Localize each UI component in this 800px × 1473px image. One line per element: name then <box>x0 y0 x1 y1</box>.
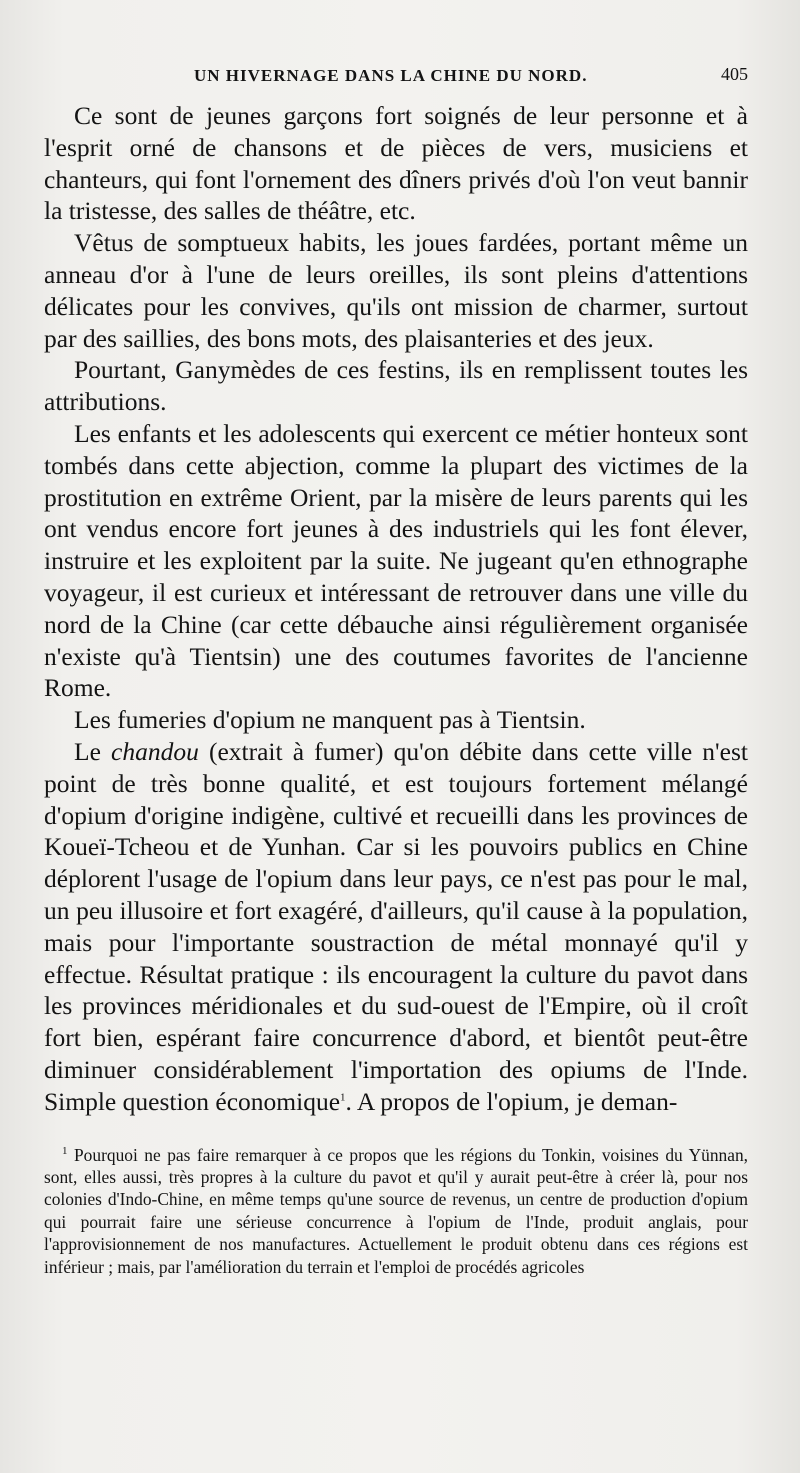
footnote-text: Pourquoi ne pas faire remarquer à ce propos que les régions du Tonkin, voisines du Yünnan, sont, elles aussi, très propres à la culture du pavot et qu'il y aurait peut-être à créer là, pour nos colonies d'Indo-Chine, en même temps qu'une source de revenus, un centre de production d'opium qui pourrait faire une sérieuse concurrence à l'opium de l'Inde, produit anglais, pour l'approvisionnement de nos manufactures. Actuellement le produit obtenu dans ces régions est inférieur ; mais, par l'amélioration du terrain et l'emploi de procédés agricoles <box>44 1144 748 1277</box>
main-text <box>44 100 748 1118</box>
paragraph: Pourtant, Ganymèdes de ces festins, ils en remplissent toutes les attributions. <box>44 355 748 417</box>
paragraph: Les fumeries d'opium ne manquent pas à Tientsin. <box>74 705 586 735</box>
text-run: Le <box>74 736 112 766</box>
text-run: . A propos de l'opium, je deman- <box>345 1086 678 1116</box>
paragraph: Les enfants et les adolescents qui exercent ce métier honteux sont tombés dans cette abjection, comme la plupart des victimes de la prostitution en extrême Orient, par la misère de leurs parents qui les ont vendus encore fort jeunes à des industriels qui les font élever, instruire et les exploitent par la suite. Ne jugeant qu'en ethnographe voyageur, il est curieux et intéressant de retrouver dans une ville du nord de la Chine (car cette débauche ainsi régulièrement organisée n'existe qu'à Tientsin) une des coutumes favorites de l'ancienne Rome. <box>44 418 748 703</box>
page-header <box>44 60 748 100</box>
paragraph: Ce sont de jeunes garçons fort soignés de leur personne et à l'esprit orné de chansons et de pièces de vers, musiciens et chanteurs, qui font l'ornement des dîners privés d'où l'on veut bannir la tristesse, des salles de théâtre, etc. <box>44 101 748 226</box>
page-number: 405 <box>721 64 748 84</box>
italic-term: chandou <box>111 736 199 766</box>
text-run: (extrait à fumer) qu'on débite dans cette ville n'est point de très bonne qualité, et est toujours fortement mélangé d'opium d'origine indigène, cultivé et recueilli dans les provinces de Koueï-Tcheou et de Yunhan. Car si les pouvoirs publics en Chine déplorent l'usage de l'opium dans leur pays, ce n'est pas pour le mal, un peu illusoire et fort exagéré, d'ailleurs, qu'il cause à la population, mais pour l'importante soustraction de métal monnayé qu'il y effectue. Résultat pratique : ils encouragent la culture du pavot dans les provinces méridionales et du sud-ouest de l'Empire, où il croît fort bien, espérant faire concurrence d'abord, et bientôt peut-être diminuer considérablement l'importation des opiums de l'Inde. Simple question économique <box>44 736 748 1116</box>
footnotes <box>44 1144 748 1278</box>
running-head: UN HIVERNAGE DANS LA CHINE DU NORD. <box>194 66 588 85</box>
footnote-marker: 1 <box>62 1144 68 1157</box>
footnote-reference[interactable]: 1 <box>340 1091 346 1104</box>
paragraph <box>44 736 748 1118</box>
paragraph: Vêtus de somptueux habits, les joues fardées, portant même un anneau d'or à l'une de leurs oreilles, ils sont pleins d'attentions délicates pour les convives, qu'ils ont mission de charmer, surtout par des saillies, des bons mots, des plaisanteries et des jeux. <box>44 228 748 353</box>
footnote <box>44 1144 748 1278</box>
